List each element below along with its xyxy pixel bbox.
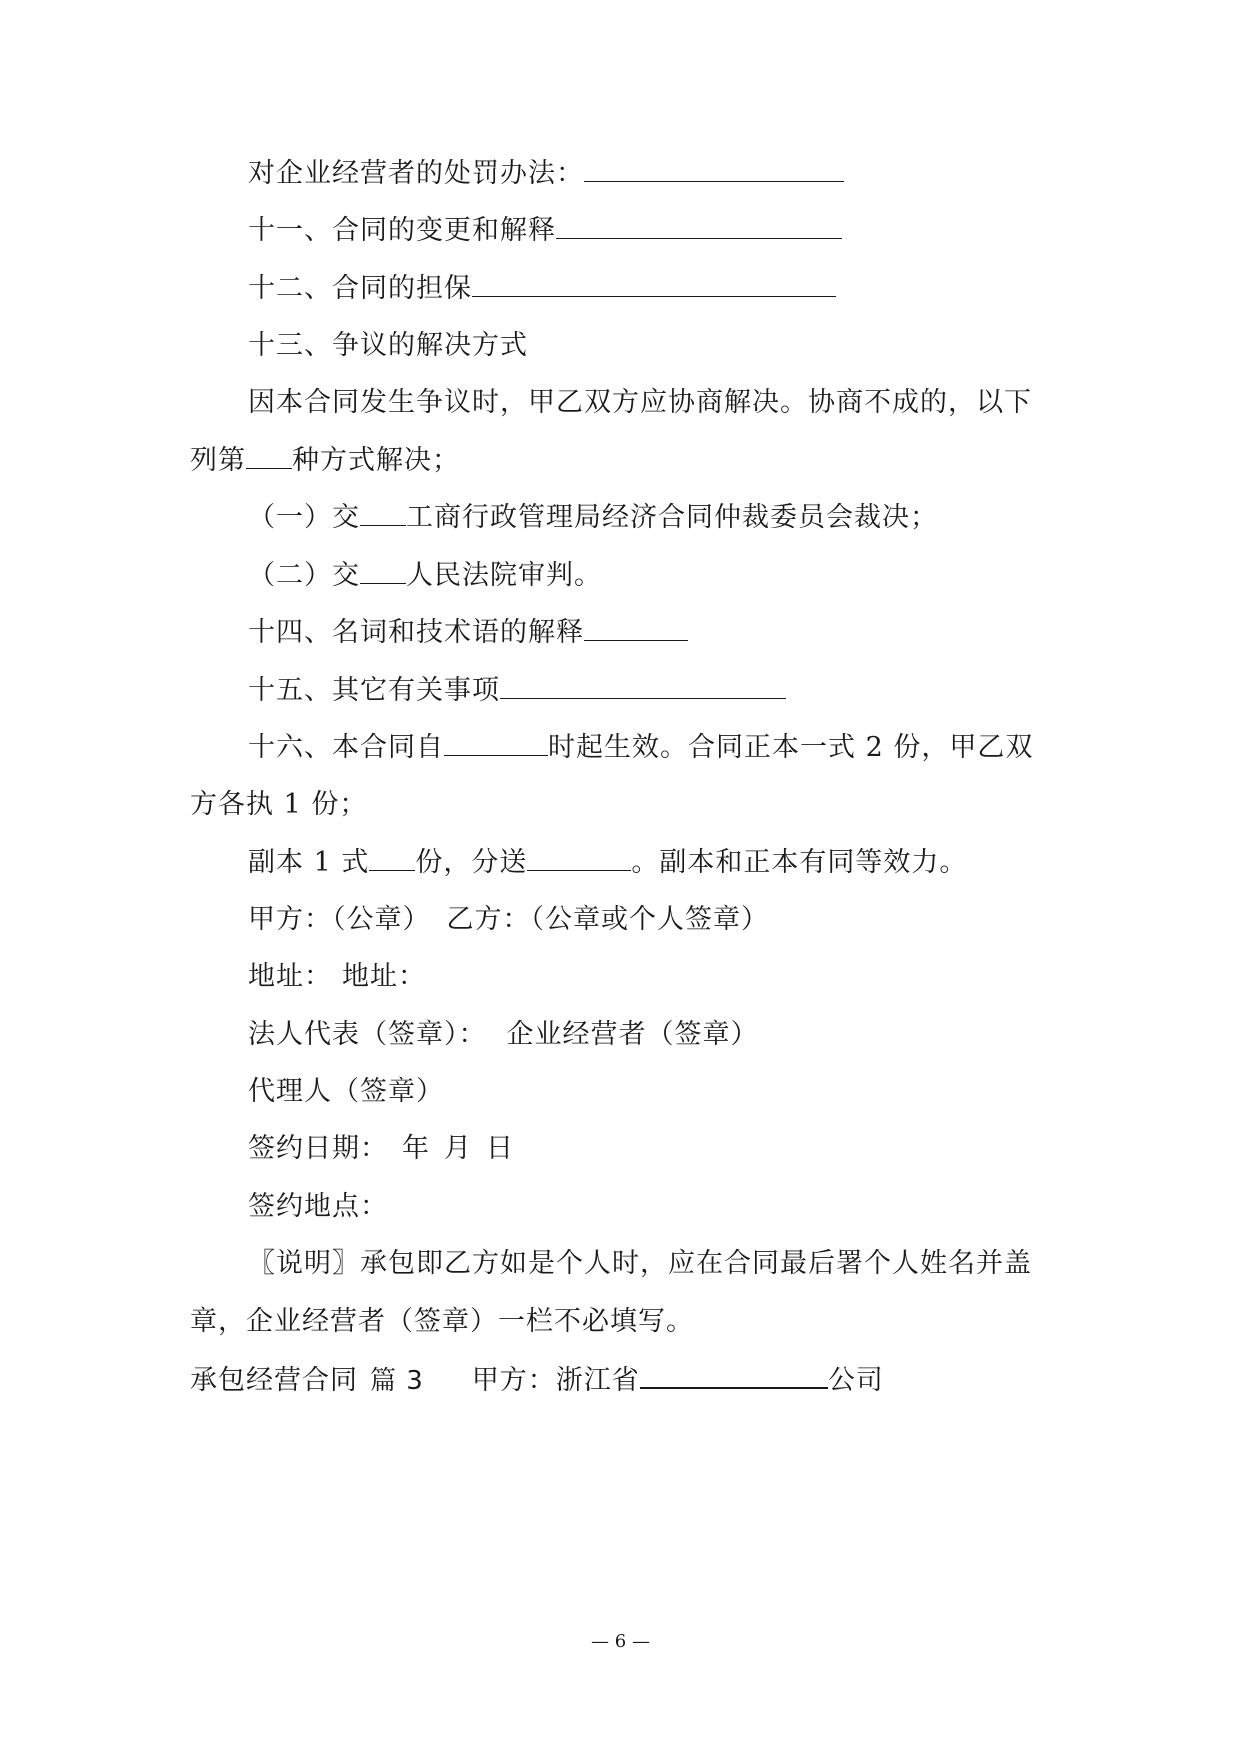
clause-16-line-1 xyxy=(248,729,1033,766)
option-2-prefix: （二）交 xyxy=(248,560,360,591)
signing-day: 日 xyxy=(486,1133,514,1164)
penalty-clause-line xyxy=(248,155,844,192)
copies-suffix: 。副本和正本有同等效力。 xyxy=(631,847,968,878)
clause-11-label: 十一、合同的变更和解释 xyxy=(248,215,556,246)
signing-date-label: 签约日期： xyxy=(248,1133,388,1164)
copies-mid: 份，分送 xyxy=(415,847,528,878)
clause-13-heading xyxy=(248,328,528,364)
representative-line xyxy=(248,1017,759,1053)
note-line-1 xyxy=(248,1246,1032,1282)
option-2-line xyxy=(248,557,602,594)
signing-date-line xyxy=(248,1131,514,1167)
signing-place-label: 签约地点： xyxy=(248,1191,388,1222)
legal-representative-label: 法人代表（签章）： xyxy=(248,1019,487,1050)
clause-14-label: 十四、名词和技术语的解释 xyxy=(248,617,584,648)
clause-13-label: 十三、争议的解决方式 xyxy=(248,330,528,361)
dispute-paragraph-line-2 xyxy=(190,442,460,479)
copies-recipient-blank xyxy=(527,844,631,871)
page-number: — 6 — xyxy=(591,1631,650,1652)
section-number: 篇 3 xyxy=(370,1366,424,1396)
signing-year: 年 xyxy=(402,1133,430,1164)
penalty-clause-label: 对企业经营者的处罚办法： xyxy=(248,158,584,189)
clause-14-line xyxy=(248,614,688,651)
clause-16-text: 时起生效。合同正本一式 2 份，甲乙双 xyxy=(548,732,1034,763)
clause-12-label: 十二、合同的担保 xyxy=(248,273,472,304)
signing-place-line xyxy=(248,1189,388,1225)
company-suffix: 公司 xyxy=(827,1365,884,1396)
clause-11-line xyxy=(248,212,842,249)
party-b-seal: 乙方：（公章或个人签章） xyxy=(446,904,769,935)
clause-14-blank xyxy=(584,614,688,641)
dispute-text-1: 因本合同发生争议时，甲乙双方应协商解决。协商不成的，以下 xyxy=(248,387,1032,418)
option-1-text: 工商行政管理局经济合同仲裁委员会裁决； xyxy=(406,502,938,533)
option-1-line xyxy=(248,499,938,536)
operator-signature-label: 企业经营者（签章） xyxy=(506,1019,759,1050)
option-2-text: 人民法院审判。 xyxy=(406,560,602,591)
agent-line xyxy=(248,1074,444,1110)
clause-11-blank xyxy=(556,212,842,239)
party-a-address-label: 地址： xyxy=(248,961,332,992)
signing-month: 月 xyxy=(444,1133,472,1164)
copies-line xyxy=(248,844,967,881)
copies-count-blank xyxy=(369,844,415,871)
dispute-text-2a: 列第 xyxy=(190,445,246,476)
option-1-blank xyxy=(360,499,406,526)
clause-16-prefix: 十六、本合同自 xyxy=(248,732,444,763)
note-line-2 xyxy=(190,1304,694,1340)
clause-16-line-2 xyxy=(190,787,367,823)
address-line xyxy=(248,959,426,995)
note-text-1: 〖说明〗承包即乙方如是个人时，应在合同最后署个人姓名并盖 xyxy=(248,1248,1032,1279)
party-b-address-label: 地址： xyxy=(342,961,426,992)
party-a-province: 甲方：浙江省 xyxy=(471,1365,640,1396)
clause-15-line xyxy=(248,672,786,709)
option-1-prefix: （一）交 xyxy=(248,502,360,533)
dispute-paragraph-line-1 xyxy=(248,385,1032,421)
penalty-clause-blank xyxy=(584,155,844,182)
agent-signature-label: 代理人（签章） xyxy=(248,1076,444,1107)
party-a-company-blank xyxy=(640,1361,828,1389)
dispute-choice-blank xyxy=(246,442,292,469)
clause-15-label: 十五、其它有关事项 xyxy=(248,675,500,706)
dispute-text-2b: 种方式解决； xyxy=(292,445,460,476)
party-a-seal: 甲方：（公章） xyxy=(248,904,431,935)
clause-15-blank xyxy=(500,672,786,699)
section-3-heading-line xyxy=(190,1361,884,1399)
contract-title: 承包经营合同 xyxy=(190,1365,358,1396)
clause-12-blank xyxy=(472,270,836,297)
note-text-2: 章，企业经营者（签章）一栏不必填写。 xyxy=(190,1306,694,1337)
option-2-blank xyxy=(360,557,406,584)
clause-12-line xyxy=(248,270,836,307)
effective-date-blank xyxy=(444,729,548,756)
party-seal-line xyxy=(248,902,769,938)
copies-prefix: 副本 1 式 xyxy=(248,847,370,878)
clause-16-text-2: 方各执 1 份； xyxy=(190,789,368,820)
